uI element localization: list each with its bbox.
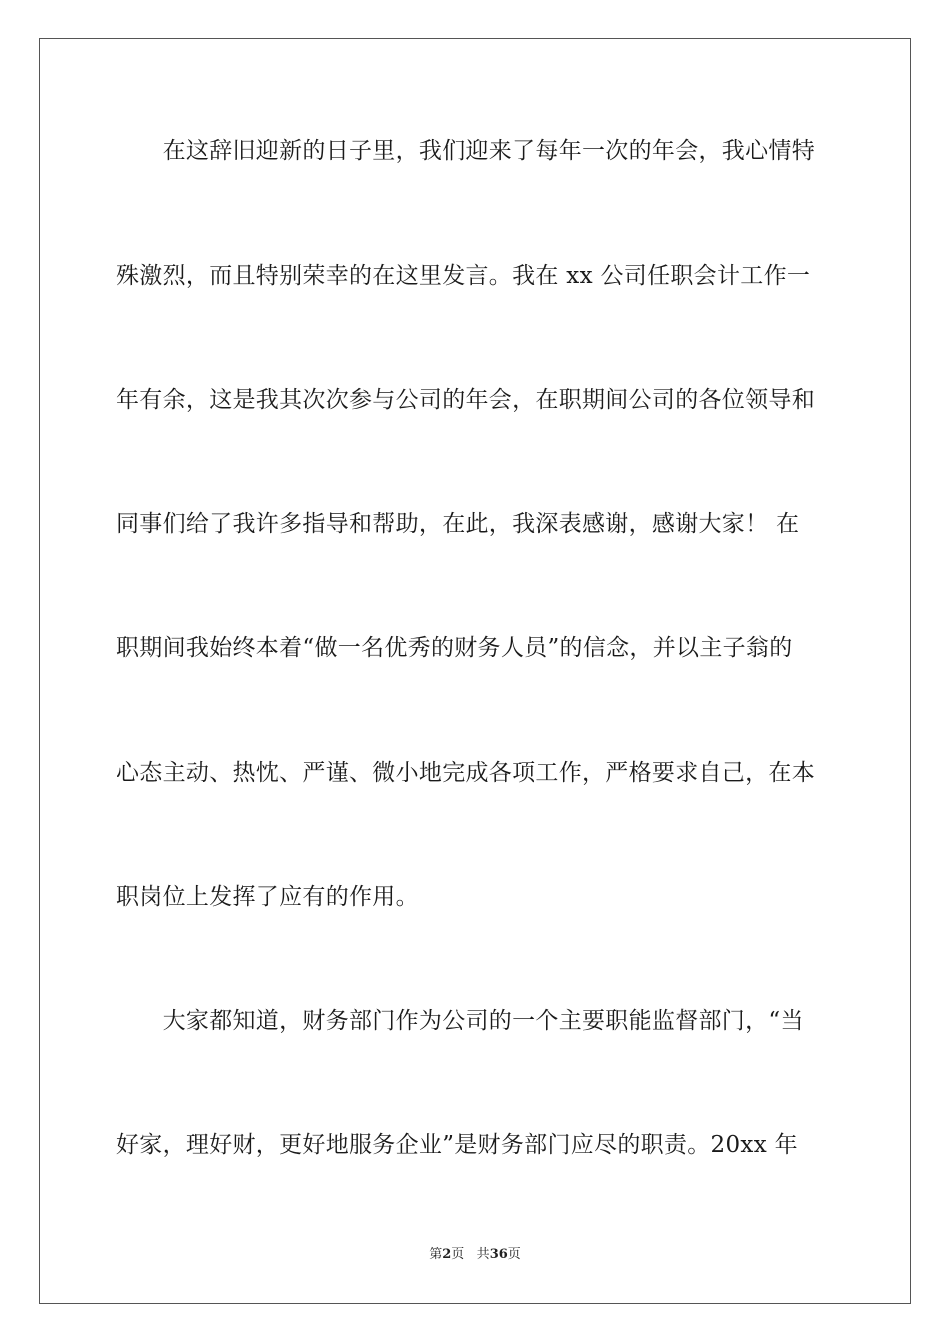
total-suffix: 页 (507, 1247, 521, 1262)
text-line: 殊激烈，而且特别荣幸的在这里发言。我在 xx 公司任职会计工作一 (116, 263, 811, 289)
text-line: 年有余，这是我其次次参与公司的年会，在职期间公司的各位领导和 (116, 387, 815, 413)
page-prefix: 第 (429, 1247, 443, 1262)
text-line: 好家，理好财，更好地服务企业”是财务部门应尽的职责。20xx 年 (116, 1132, 798, 1158)
text-line: 同事们给了我许多指导和帮助，在此，我深表感谢，感谢大家！ 在 (116, 511, 800, 537)
page-footer (0, 1246, 950, 1264)
total-prefix: 共 (476, 1247, 490, 1262)
page-number: 2 (442, 1247, 452, 1262)
page-border (39, 38, 911, 1304)
text-line: 心态主动、热忱、严谨、微小地完成各项工作，严格要求自己，在本 (116, 760, 815, 786)
text-line: 职岗位上发挥了应有的作用。 (116, 884, 419, 910)
total-pages: 36 (489, 1247, 508, 1262)
page-suffix: 页 (451, 1247, 465, 1262)
text-line: 在这辞旧迎新的日子里，我们迎来了每年一次的年会，我心情特 (116, 138, 815, 164)
text-line: 职期间我始终本着“做一名优秀的财务人员”的信念，并以主子翁的 (116, 635, 793, 661)
text-line: 大家都知道，财务部门作为公司的一个主要职能监督部门，“当 (116, 1008, 804, 1034)
